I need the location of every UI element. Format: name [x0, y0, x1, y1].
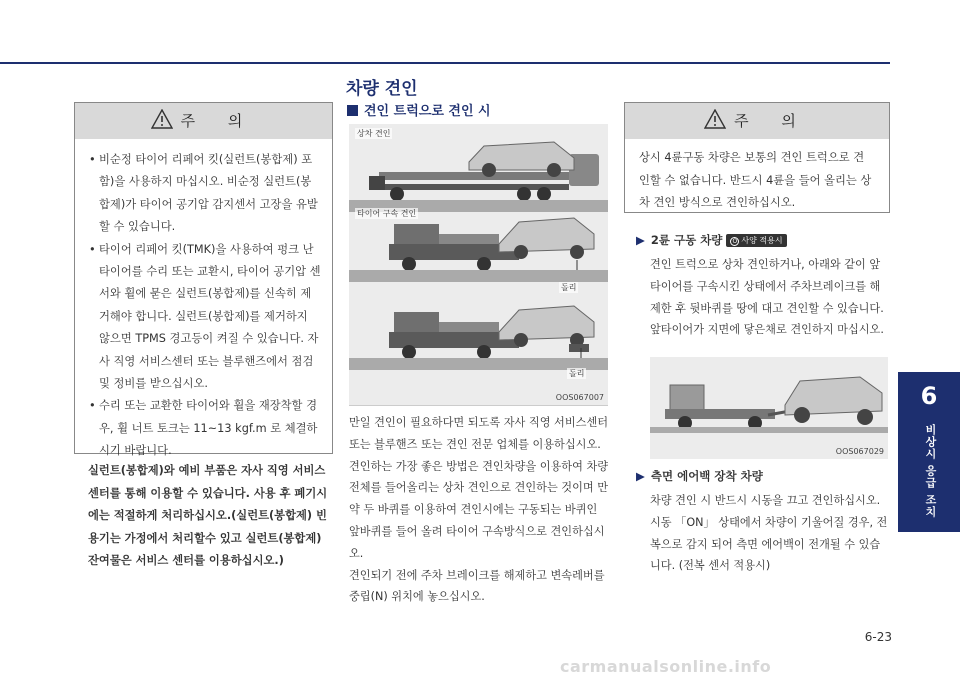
page-number: 6-23: [864, 630, 892, 644]
label-wheel-lift: 타이어 구속 견인: [357, 209, 417, 218]
warning-icon: [151, 109, 173, 129]
chapter-number: 6: [920, 382, 938, 410]
right-caution-box: [624, 102, 890, 213]
figure-code: OOS067029: [835, 447, 884, 456]
label-dolly-2: 돌리: [569, 369, 585, 378]
dolly-truck-drawing: [349, 306, 608, 370]
section-title: 차량 견인: [346, 79, 418, 99]
figure-code: OOS067007: [555, 393, 604, 402]
towing-instructions: 만일 견인이 필요하다면 되도록 자사 직영 서비스센터 또는 블루핸즈 또는 견인 전문 업체를 이용하십시오. 견인하는 가장 좋은 방법은 견인차량을 이용하여 차량 전체를 들어올리는 상차 견인으로 견인하는 것이며 만약 두 바퀴를 이용하여 견인시에는 구동되는 바퀴인 앞바퀴를 들어 올려 타이어 구속방식으로 견인하십시오. 견인되기 전에 주차 브레이크를 해제하고 변속레버를 중립(N) 위치에 놓으십시오.: [349, 416, 609, 604]
label-dolly-1: 돌리: [561, 283, 577, 292]
towing-illustration: [349, 124, 608, 394]
chapter-title: 비상시 응급 조치: [924, 424, 937, 518]
list-item: • 수리 또는 교환한 타이어와 휠을 재장착할 경우, 휠 너트 토크는 11~13 kgf.m 로 체결하시기 바랍니다.: [89, 395, 322, 462]
wheel-lift-truck-drawing: [349, 218, 608, 282]
option-badge: O 사양 적용시: [726, 234, 786, 247]
rear-tow-illustration: [650, 357, 888, 447]
towing-figure: [349, 124, 608, 406]
chapter-tab[interactable]: [898, 372, 960, 532]
warning-icon: [704, 109, 726, 129]
caution-header: [75, 103, 332, 139]
sub-title: 견인 트럭으로 견인 시: [347, 100, 491, 119]
sealant-note: 실런트(봉합제)와 예비 부품은 자사 직영 서비스센터를 통해 이용할 수 있습니다. 사용 후 폐기시에는 적절하게 처리하십시오.(실런트(봉합제) 빈 용기는 가정에서 처리할수 있고 실런트(봉합제) 잔여물은 서비스 센터를 이용하십시오.): [88, 464, 328, 567]
triangle-arrow-icon: ▶: [636, 233, 645, 247]
2wd-body: 견인 트럭으로 상차 견인하거나, 아래와 같이 앞타이어를 구속시킨 상태에서 주차브레이크를 해제한 후 뒷바퀴를 땅에 대고 견인할 수 있습니다. 앞타이어가 지면에 닿은채로 견인하지 마십시오.: [650, 258, 884, 337]
watermark: carmanualsonline.info: [560, 657, 772, 676]
flatbed-truck-drawing: [349, 142, 608, 212]
triangle-arrow-icon: ▶: [636, 469, 645, 483]
top-rule: [0, 62, 890, 64]
list-item: • 타이어 리페어 킷(TMK)을 사용하여 펑크 난 타이어를 수리 또는 교환시, 타이어 공기압 센서와 휠에 묻은 실런트(봉합제)를 신속히 제거해야 합니다. 실런트(봉합제)를 제거하지 않으면 TPMS 경고등이 켜질 수 있습니다. 자사 직영 서비스센터 또는 블루핸즈에서 점검 및 정비를 받으십시오.: [89, 239, 322, 396]
heading-2wd: ▶ 2륜 구동 차량 O 사양 적용시: [636, 232, 787, 248]
heading-side-airbag: ▶ 측면 에어백 장착 차량: [636, 469, 763, 483]
square-bullet-icon: [347, 105, 358, 116]
left-caution-box: [74, 102, 333, 458]
label-flatbed: 상차 견인: [357, 129, 391, 138]
option-icon: O: [730, 237, 739, 246]
list-item: • 비순정 타이어 리페어 킷(실런트(봉합제) 포함)을 사용하지 마십시오. 비순정 실런트(봉합제)가 타이어 공기압 감지센서 고장을 유발할 수 있습니다.: [89, 149, 322, 239]
caution-body: 상시 4륜구동 차량은 보통의 견인 트럭으로 견인할 수 없습니다. 반드시 4륜을 들어 올리는 상차 견인 방식으로 견인하십시오.: [639, 151, 872, 209]
side-airbag-body: 차량 견인 시 반드시 시동을 끄고 견인하십시오. 시동 「ON」 상태에서 차량이 기울어질 경우, 전복으로 감지 되어 측면 에어백이 전개될 수 있습니다. (전복 센서 적용시): [650, 494, 888, 573]
caution-title: 주 의: [180, 112, 257, 130]
caution-title: 주 의: [734, 112, 810, 130]
caution-header: [625, 103, 889, 139]
caution-list: [75, 139, 332, 463]
rear-tow-figure: [650, 357, 888, 459]
